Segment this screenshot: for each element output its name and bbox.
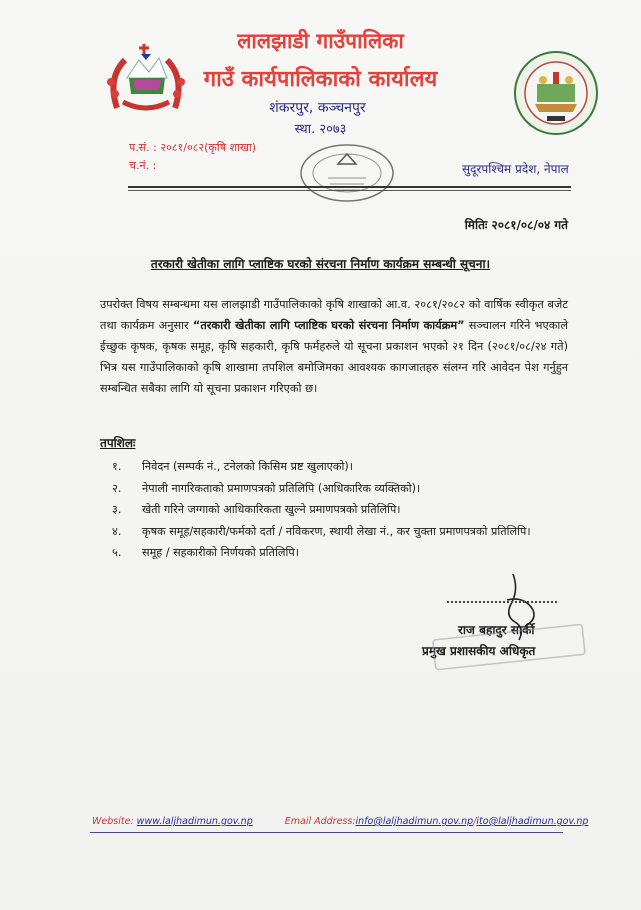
details-heading: तपशिलः xyxy=(100,436,136,450)
province-name: सुदूरपश्चिम प्रदेश, नेपाल xyxy=(462,162,569,176)
office-stamp-icon xyxy=(298,142,396,204)
office-name: गाउँ कार्यपालिकाको कार्यालय xyxy=(203,67,438,92)
notice-body xyxy=(100,294,568,399)
signatory-name: राज बहादुर सार्की xyxy=(458,623,535,637)
list-item xyxy=(112,542,572,564)
program-name: “तरकारी खेतीका लागि प्लाष्टिक घरको संरचना निर्माण कार्यक्रम” xyxy=(192,319,465,332)
email-separator: / xyxy=(473,816,477,827)
footer xyxy=(92,816,588,827)
office-address: शंकरपुर, कञ्चनपुर xyxy=(269,100,366,116)
signatory-designation: प्रमुख प्रशासकीय अधिकृत xyxy=(422,644,536,658)
list-item xyxy=(112,499,572,521)
email-link-info[interactable]: info@laljhadimun.gov.np xyxy=(355,816,474,827)
list-item xyxy=(112,521,572,543)
notice-subject: तरकारी खेतीका लागि प्लाष्टिक घरको संरचना निर्माण कार्यक्रम सम्बन्धी सूचना। xyxy=(150,257,491,271)
footer-divider xyxy=(90,832,563,833)
email-label: Email Address: xyxy=(284,816,356,827)
list-item-text: समूह / सहकारीको निर्णयको प्रतिलिपि। xyxy=(142,546,299,559)
email-link-ito[interactable]: ito@laljhadimun.gov.np xyxy=(476,816,589,827)
header-divider-thin xyxy=(128,190,571,191)
designation-stamp-icon xyxy=(430,618,590,678)
list-item-text: खेती गरिने जग्गाको आधिकारिकता खुल्ने प्रमाणपत्रको प्रतिलिपि। xyxy=(142,503,401,516)
list-item-number: २. xyxy=(112,481,122,495)
list-item-number: ४. xyxy=(112,524,122,538)
list-item xyxy=(112,478,572,500)
signature-line xyxy=(447,601,557,603)
list-item-number: ३. xyxy=(112,503,122,516)
notice-date: मितिः २०८१/०८/०४ गते xyxy=(464,218,568,232)
website-label: Website: xyxy=(92,816,134,827)
municipality-name: लालझाडी गाउँपालिका xyxy=(237,29,404,53)
dispatch-number: च.नं. : xyxy=(129,159,157,172)
required-documents-list xyxy=(112,456,572,564)
body-text-rest: सञ्चालन गरिने भएकाले ईच्छुक कृषक, कृषक समूह, कृषि सहकारी, कृषि फर्महरुले यो सूचना प्रकाशन भएको २१ दिन (२०८१/०८/२४ गते) भित्र यस गाउँपालिकाको कृषि शाखामा तपशिल बमोजिमका आवश्यक कागजातहरु संलग्न गरि आवेदन पेश गर्नुहुन सम्बन्धित सबैका लागि यो सूचना प्रकाशन गरिएको छ। xyxy=(100,319,568,395)
list-item-text: निवेदन (सम्पर्क नं., टनेलको किसिम प्रष्ट खुलाएको)। xyxy=(142,460,353,473)
list-item-text: नेपाली नागरिकताको प्रमाणपत्रको प्रतिलिपि (आधिकारिक व्यक्तिको)। xyxy=(142,481,421,495)
list-item-number: ५. xyxy=(112,546,122,559)
reference-number: प.सं. : २०८१/०८२(कृषि शाखा) xyxy=(129,141,257,154)
list-item xyxy=(112,456,572,478)
website-link[interactable]: www.laljhadimun.gov.np xyxy=(136,816,253,827)
header-divider xyxy=(128,186,571,188)
list-item-text: कृषक समूह/सहकारी/फर्मको दर्ता / नविकरण, स्थायी लेखा नं., कर चुक्ता प्रमाणपत्रको प्रतिलिपि। xyxy=(142,524,531,538)
established-year: स्था. २०७३ xyxy=(294,122,347,137)
body-text-intro: उपरोक्त विषय सम्बन्धमा यस लालझाडी गाउँपालिकाको कृषि शाखाको आ.व. २०८१/२०८२ को वार्षिक स्वीकृत बजेट तथा कार्यक्रम अनुसार xyxy=(100,298,568,332)
list-item-number: १. xyxy=(112,460,122,473)
